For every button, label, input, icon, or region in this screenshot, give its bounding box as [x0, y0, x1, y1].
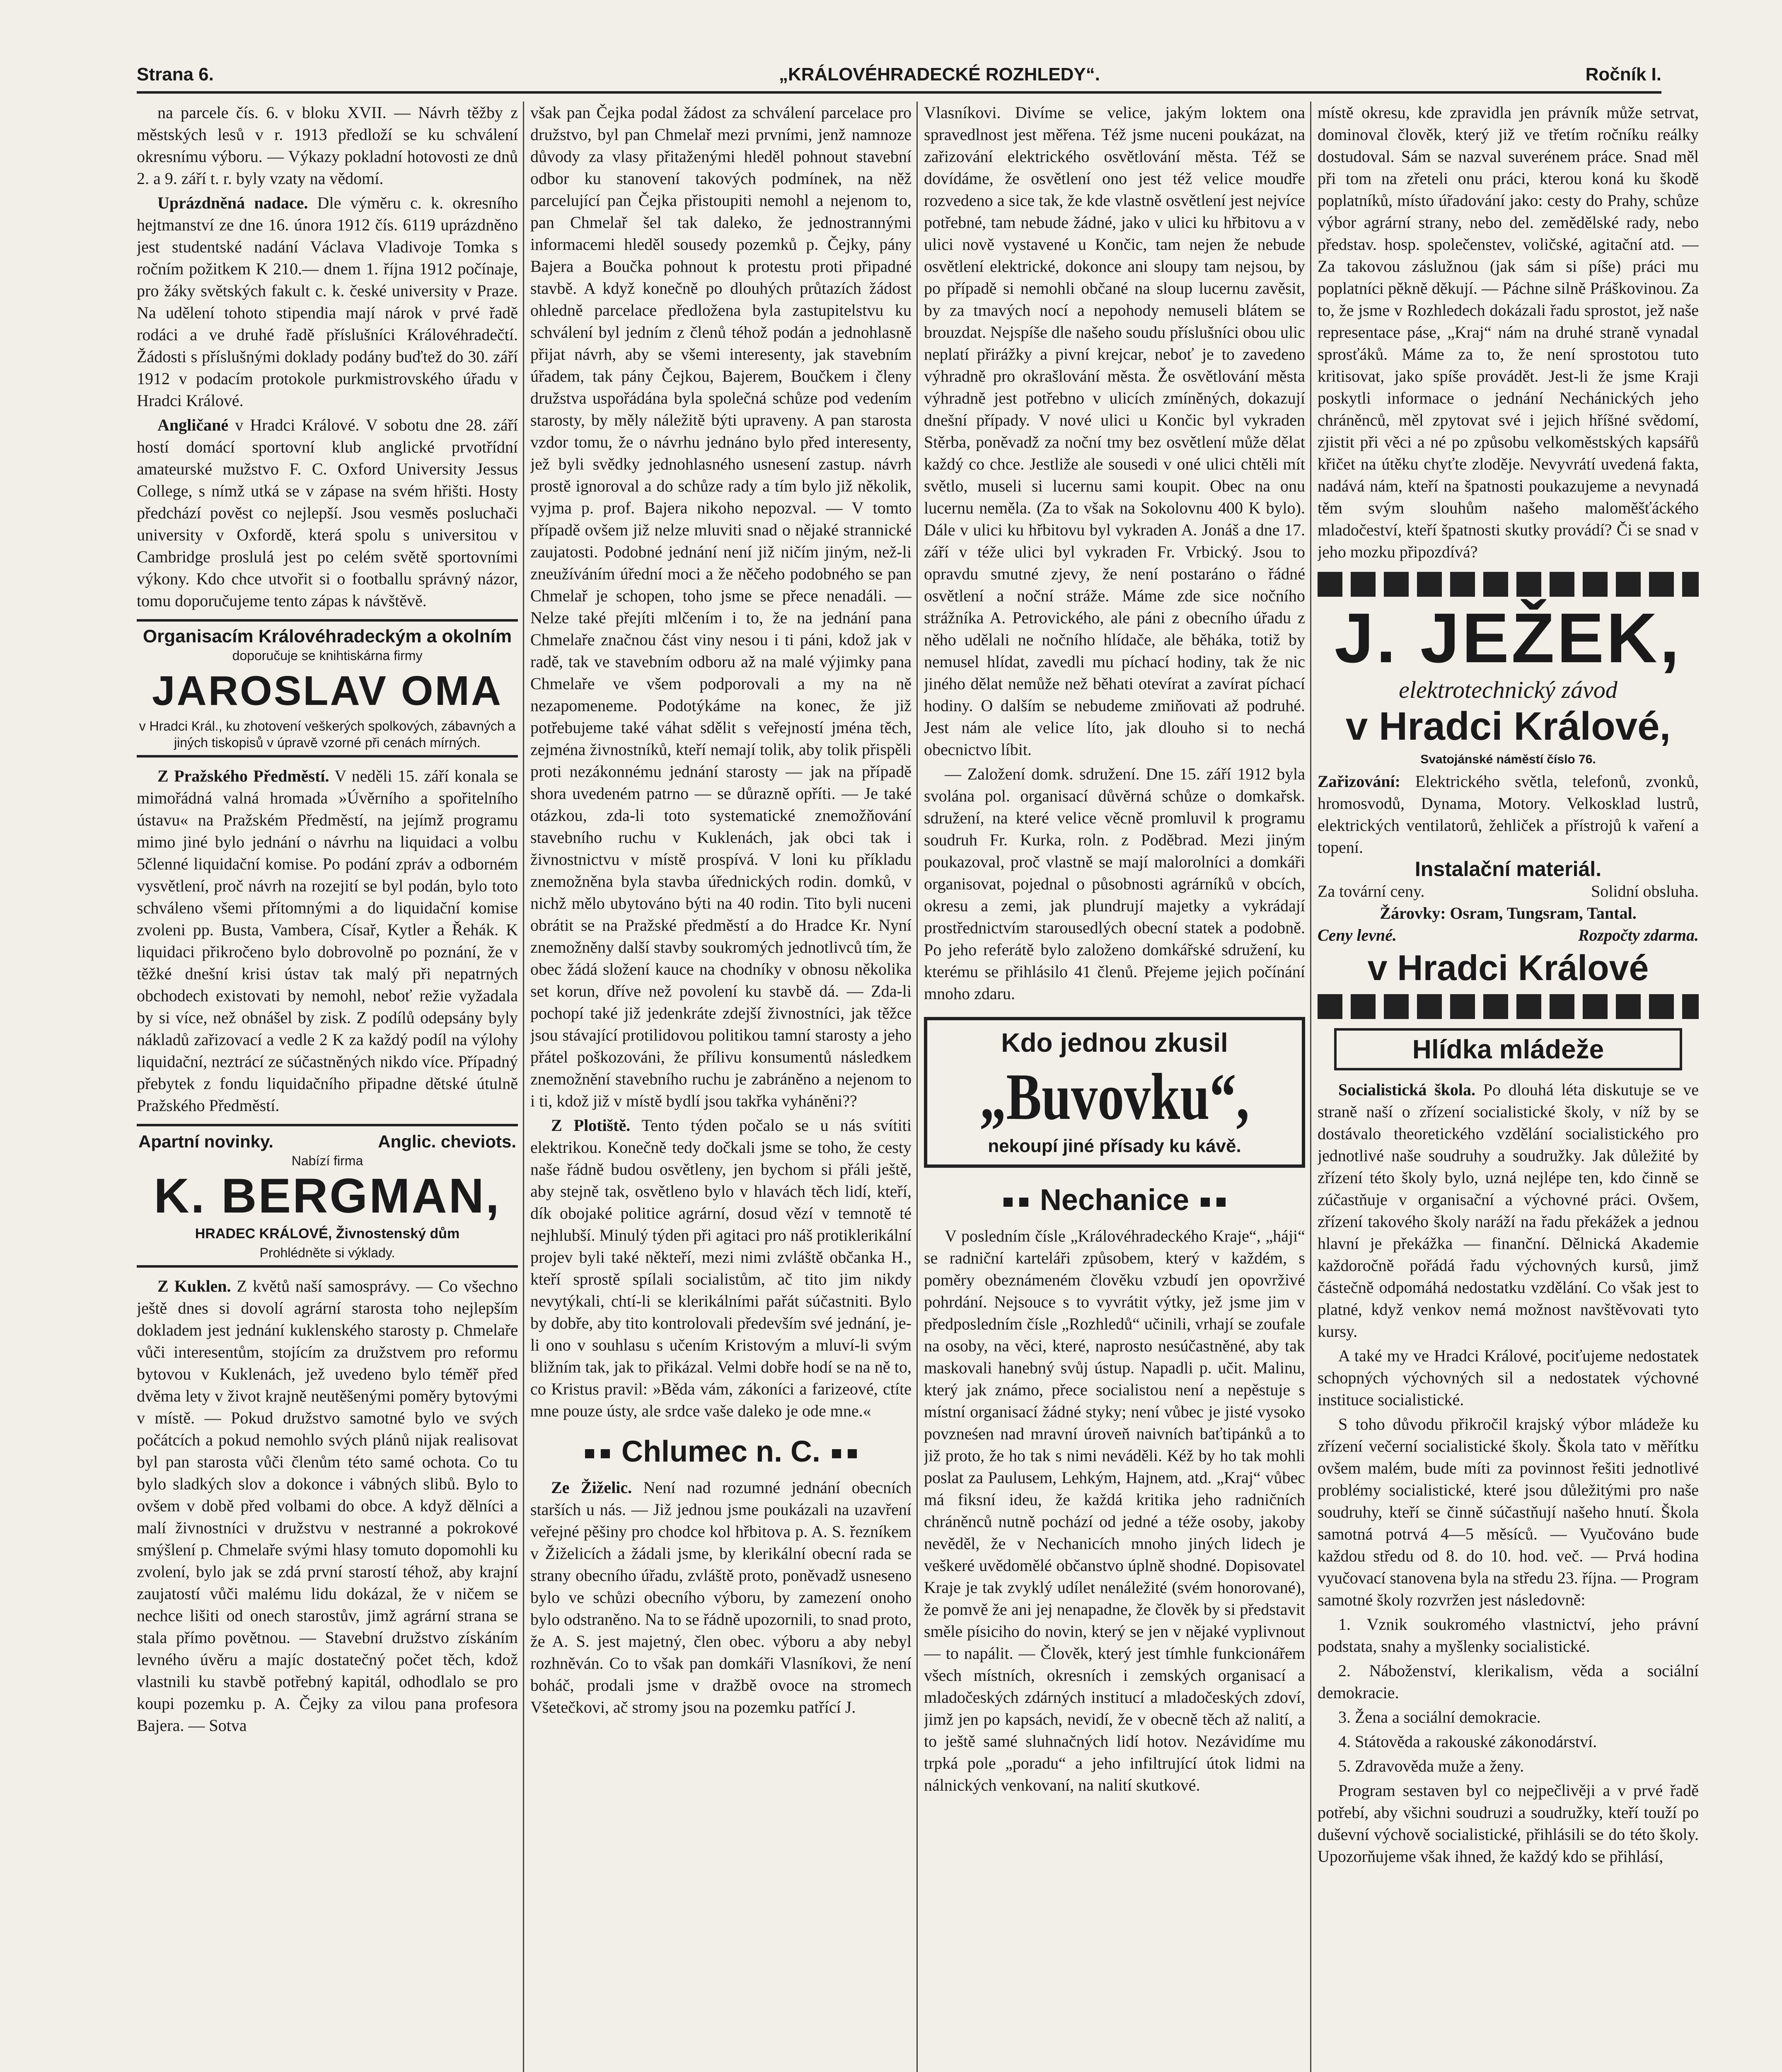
ad-line: Za tovární ceny. — [1318, 882, 1425, 900]
square-bullet-icon — [585, 1449, 594, 1458]
column-rule — [523, 102, 524, 2072]
article-paragraph — [137, 192, 518, 411]
section-heading — [924, 1180, 1305, 1220]
article-paragraph: však pan Čejka podal žádost za schválení parcelace pro družstvo, byl pan Chmelař mezi prvními, jenž namnoze důvody za vlasy přitaženými hleděl pohnout stavební odbor ku stanovení takových podmínek, na něž parcelující pan Čejka přistoupiti nemohl a nejenom to, pan Chmelař šel tak daleko, že jednostrannými informacemi hleděl sousedy pozemků p. Čejky, pány Bajera a Boučka pohnout k protestu proti připadné stavbě. A když konečně po dlouhých průtazích žádost ohledně parcelace předložena byla zastupitelstvu ku schválení byl jedním z členů téhož podán a jednohlasně přijat návrh, aby se všemi interesenty, jak stavebním úřadem, tak pány Čejkou, Bajerem, Boučkem i členy družstva uspořádána byla společná schůze pod vedením starosty, by měly náležitě býti upraveny. A pan starosta vzdor tomu, že o návrhu jednáno bylo před interesenty, jež byli svědky jednohlasného usnesení zastup. návrh prostě ignoroval a do schůze rady a tím bylo již několik, vyjma p. prof. Bajera nikoho nepozval. — V tomto případě ovšem již nelze mluviti snad o nějaké strannické zaujatosti. Podobné jednání není již ničím jiným, než-li zneužíváním úřední moci a že něčeho podobného se pan Chmelař je schopen, toho jsme se přece nenadáli. — Nelze také přejíti mlčením i to, že na jednání pana Chmelaře značnou část viny nesou i ti páni, kdož jak v radě, tak ve stavebním odboru až na malé výjimky pana Chmelaře ve všem podporovali a my na ně nezapomeneme. Podotýkáme na konec, že již potřebujeme také váhat sdělit s veřejností jména těch, zejména živnostníků, kteří nemají tolik, aby tolik přispěli proti nezákonnému jednání starosty — jak na případě shora uvedeném patrno — se důrazně opříti. — Je také otázkou, zda-li toto systematické znemožňování stavebního ruchu v Kuklenách, jak obci tak i živnostnictvu v místě prospívá. V loni ku příkladu znemožněna byla stavba úřednických rodin. domků, v nichž mělo ubytováno býti na 40 rodin. Tito byli nuceni obrátit se na Pražské předměstí a do Hradce Kr. Nyní znemožněny další stavby soukromých jednotlivců tím, že obec žádá složení kauce na chodníky v obnosu několika set korun, dříve než povolení ku stavbě dá. — Zda-li pochopí také již jedenkráte zdejší živnostníci, jak těžce jsou stávající protilidovou politikou tamní starosty a jeho přátel poškozováni, že přílivu konsumentů následkem znemožnění stavebního ruchu je zabráněno a nejenom to i ti, kdož již v místě bydlí jsou takřka vyháněni?? — [530, 103, 912, 1110]
square-bullet-icon — [1216, 1198, 1226, 1207]
ad-line: v Hradci Král., ku zhotovení veškerých spolkových, zábavných a jiných tiskopisů v úpravě vzorné při cenách mírných. — [139, 719, 516, 750]
ad-line: Instalační materiál. — [1414, 857, 1602, 881]
article-lead: Z Kuklen. — [157, 1277, 231, 1295]
article-lead: Ze Žiželic. — [551, 1478, 632, 1497]
square-bullet-icon — [1003, 1198, 1013, 1207]
volume-label: Ročník I. — [1585, 64, 1661, 85]
ad-line: Ceny levné. — [1318, 926, 1397, 944]
ad-line: Solidní obsluha. — [1591, 882, 1699, 900]
ad-line: Organisacím Královéhradeckým a okolním — [143, 626, 512, 646]
ad-row — [1318, 880, 1699, 902]
ad-line: Rozpočty zdarma. — [1578, 926, 1699, 944]
square-bullet-icon — [1201, 1198, 1210, 1207]
section-heading — [530, 1432, 912, 1472]
list-item: 5. Zdravověda muže a ženy. — [1338, 1757, 1524, 1775]
ad-body — [1318, 770, 1699, 858]
ad-line: Anglic. cheviots. — [378, 1132, 516, 1151]
article-text: V neděli 15. září konala se mimořádná valná hromada »Úvěrního a spořitelního ústavu« na Pražském Předměstí, na jejímž programu mimo jiné bylo jednání o návrhu na liquidaci a volbu 5členné liquidační komise. Po podání zpráv a odborném vysvětlení, proč návrh na rozejití se byl podán, bylo toto schváleno všemi přítomnými a do liquidační komise zvoleni pp. Busta, Vambera, Císař, Kytler a Řehák. K liquidaci přikročeno bylo dobrovolně po poznání, že v těžké dnešní krisi ústav tak malý při nepatrných obchodech existovati by nemohl, neboť režie vyžadala by si více, než obnášel by zisk. Z podílů odepsány byly nákladů zařizovací a vedle 2 K za každý podíl na výlohy liquidační, neztrácí ze súčastněných nikdo více. Případný přebytek z fondu liquidačního připadne dětské útulně Pražského Předměstí. — [137, 767, 518, 1115]
ad-line: elektrotechnický závod — [1399, 676, 1618, 703]
ad-footer: v Hradci Králové — [1367, 948, 1649, 988]
page-number: Strana 6. — [137, 64, 214, 85]
list-item: 3. Žena a sociální demokracie. — [1338, 1708, 1541, 1726]
list-item: 1. Vznik soukromého vlastnictví, jeho právní podstata, snahy a myšlenky socialistické. — [1318, 1615, 1699, 1656]
article-paragraph: V posledním čísle „Královéhradeckého Kraje“, „háji“ se radniční karteláři způsobem, který v každém, s poměry obeznámeném člověku vzbudí jen opovrživé pohrdání. Nejsouce s to vyvrátit výtky, jež jsme jim v předposledním čísle „Rozhledů“ učinili, vrhají se zoufale na osoby, na věci, které, naprosto nesúčastněné, aby tak maskovali hanebný svůj ústup. Napadli p. učit. Malinu, který jak známo, přece socialistou není a nepěstuje s místní organisací žádné styky; není vůbec je jisté vysoko povzneśen nad mravní úroveň naivních baťtipánků a to již proto, že ho tak s nimi neváděli. Kéž by ho tak mohli poslat za Paulusem, Lehkým, Hajnem, atd. „Kraj“ vůbec má fiksní ideu, že každá kritika jeho radničních chráněnců nutně pochází od jedné a téže osoby, jakoby nevěděl, že v Nechanicích mnoho jiných lidech je veškeré uvědomělé občanstvo úplně shodné. Dopisovatel Kraje je tak zvyklý udílet nenáležité (svém honorované), že pomvě že ani jej nenapadne, že člověk by si představit směle písiciho do novin, který se jen v nějaké vyplivnout — to napálit. — Člověk, který jest tímhle funkcionářem všech místních, okresních i zemských organisací a mladočeských zdárných institucí a mladočeských zdoví, jimž jen po kapsách, nevidí, že v obecně těch až nalití, a to ještě samé sluhnačných lidí hotov. Nezávidíme mu trpká pole „poradu“ a jeho infiltrující útok lidmi na nálnických venkovaní, na nalití skutkové. — [924, 1227, 1305, 1794]
article-paragraph: — Založení domk. sdružení. Dne 15. září 1912 byla svolána pol. organisací důvěrná schůze o domkařsk. sdružení, na které velice věcně promluvil k programu soudruh Fr. Kurka, roln. z Poděbrad. Mezi jiným poukazoval, proč vlastně se mají malorolníci a domkáři organisovat, pojednal o působnosti agrárníků v obcích, okresu a zemi, jak plundrují majetky a vykrádají prostřednictvím starousedlých obecní statek a podobně. Po jeho referátě bylo založeno domkářské sdružení, ku kterému se přihlásilo 41 členů. Přejeme jejich počínání mnoho zdaru. — [924, 765, 1305, 1003]
running-header — [137, 62, 1661, 94]
ornament-band — [1318, 572, 1699, 597]
column-3 — [924, 102, 1305, 2072]
article-lead: Z Plotiště. — [551, 1116, 631, 1135]
ad-line: v Hradci Králové, — [1345, 704, 1671, 748]
article-paragraph — [530, 1114, 912, 1422]
ad-name: K. BERGMAN, — [154, 1169, 501, 1223]
column-rule — [916, 102, 918, 2072]
article-text: Tento týden počalo se u nás svítiti elektrikou. Konečně tedy dočkali jsme se toho, že cesty naše řádně budou osvětleny, jen bychom si přáli ještě, aby stejně tak, osvětleno bylo v hlavách těch lidí, kteří, dík obojaké politice agrární, dosud vězí v temnotě té nejhlubší. Minulý týden při agitaci pro náš protiklerikální projev byli také někteří, mezi nimi zvláště občanka H., kteří sprostě spílali socialistům, ač tito jim nikdy nevytýkali, chtí-li se klerikálními pařát súčastniti. Bylo by dobře, aby tito kontrolovali především své jednání, je-li ono v souhlasu s učením Kristovým a mluví-li svým bližním tak, jak to přikázal. Velmi dobře hodí se na ně to, co Kristus pravil: »Běda vám, zákoníci a farizeové, ctíte mne pouze ústy, ale srdce vaše daleko je ode mne.« — [530, 1116, 912, 1420]
article-paragraph: S toho důvodu přikročil krajský výbor mládeže ku zřízení večerní socialistické školy. Škola tato v měřítku ovšem malém, bude míti za povinnost řešiti jednotlivé problémy socialistické, které jsou důležitými pro naše soudruhy, kteří se činně súčastňují našeho hnutí. Škola samotná potrvá 4—5 měsíců. — Vyučováno bude každou středu od 8. do 10. hod. več. — Prvá hodina vyučovací stanovena byla na středu 23. října. — Program samotné školy rozvržen jest následovně: — [1318, 1415, 1699, 1609]
article-paragraph: Vlasníkovi. Divíme se velice, jakým loktem ona spravedlnost jest měřena. Též jsme nuceni poukázat, na zařizování elektrického osvětlování města. Též se dovídáme, že osvětlení ono jest též velice moudře rozvedeno a sice tak, že kde vlastně osvětlení jest nejvíce potřebné, tam nebude žádné, jako v ulici ku hřbitovu a v ulici nově vystavené u Končic, tam nejen že nebude osvětlení elektrické, dokonce ani sloupy tam nejsou, by po případě si nemohli občané na sloup lucernu zavěsit, by za tmavých nocí a nepohody nemuseli blátem se brouzdat. Nejspíše dle našeho soudu příslušníci obou ulic neplatí přirážky a pivní krejcar, neboť je to zavedeno výhradně pro okrašlování města. Že osvětlování města výhradně jest potřebno v ulicích zmíněných, dokazují dnešní případy. V nové ulici u Končic byl vykraden Stěrba, poněvadž za noční tmy bez osvětlení může dělat každý co chce. Jestliže ale sousedi v oné ulici chtěli mít světlo, museli si lucernu sami koupit. Obec na onu lucernu neměla. (Za to však na Sokolovnu 400 K bylo). Dále v ulici ku hřbitovu byl vykraden A. Jonáš a dne 17. září v téže ulici byl vykraden Fr. Vrbický. Jsou to opravdu smutné zjevy, že není postaráno o řádné osvětlení a noční stráže. Máme zde sice nočního strážníka A. Petrovického, ale páni z obecního úřadu z něho udělali ne nočního hlídače, ale běháka, totiž by nemusel hlídat, zavedli mu píchací hodiny, tak že nic jiného dělat nemůže než běhati otevírat a zavírat píchací hodiny. O dalším se nebudeme zmiňovati až podruhé. Jest nám ale velice líto, jak dlouho si to nechá obecnictvo líbit. — [924, 103, 1305, 759]
article-text: Po dlouhá léta diskutuje se ve straně naší o zřízení socialistické školy, v níž by se dostávalo theoretického vzdělání socialistického pro jednotlivé naše soudruhy a soudružky. Jak důležité by zřízení této školy bylo, uzná nejlépe ten, kdo činně se zúčastňuje v organisační a výchovné práci. Ovšem, zřízení takového školy naráží na řadu překážek a jednou hlavní je překážka — finanční. Dělnická Akademie každoročně pořádá řadu výchovných kursů, jimž částečně odpomáhá nedostatku vzdělání. Co však jest to platné, když venkov nemá možnost navštěvovati tyto kursy. — [1318, 1080, 1699, 1341]
ad-text: Elektrického světla, telefonů, zvonků, hromosvodů, Dynama, Motory. Velkosklad lustrů, elektrických ventilatorů, žehliček a přístrojů k vaření a topení. — [1318, 772, 1699, 857]
column-rule — [1310, 102, 1311, 2072]
article-paragraph: A také my ve Hradci Králové, pociťujeme nedostatek schopných výchovných sil a nedostatek výchovné instituce socialistické. — [1318, 1346, 1699, 1409]
square-bullet-icon — [848, 1449, 857, 1458]
article-paragraph — [137, 414, 518, 612]
article-text: Z květů naší samosprávy. — Co všechno ještě dnes si dovolí agrární starosta toho nejlepším dokladem jest jednání kuklenského starosty p. Chmelaře vůči interesentům, stojícím za družstvem pro reformu bytovou v Kuklenách, jež uvedeno bylo téměř před dvěma lety v život krajně neutěšenými poměry bytovými v místě. — Pokud družstvo samotné bylo ve svých počátcích a pokud nemohlo svých plánů nijak realisovat byl pan starosta vůči členům této samé ochota. Co tu bylo sladkých slov a dokonce i vábných slibů. Bylo to ovšem v době před volbami do obce. A když dělníci a malí živnostníci v družstvu v nestranné a pokrokové smýšlení p. Chmelaře svými hlasy tomuto dopomohli ku zvolení, bylo jak se zdá první starostí téhož, aby krajní zaujatostí vůči malému lidu dokázal, že v ničem se nechce lišiti od onech starostův, jimž agrární strana se stala přímo povětnou. — Stavební družstvo získáním levného úvěru a majíc dostatečný počet těch, kdož vlastnili ku stavbě potřebný kapitál, odhodlalo se pro koupi pozemku p. A. Čejky za vilou pana profesora Bajera. — Sotva — [137, 1277, 518, 1735]
ad-line: Kdo jednou zkusil — [1001, 1028, 1228, 1058]
square-bullet-icon — [832, 1449, 841, 1458]
ad-name: J. JEŽEK, — [1334, 599, 1682, 678]
article-text: Dle výměru c. k. okresního hejtmanství ze dne 16. února 1912 čís. 6119 uprázdněno jest studentské nadání Václava Vladivoje Tomka s ročním požitkem K 210.— dnem 1. října 1912 počínaje, pro žáky světských fakult c. k. české university v Praze. Na udělení tohoto stipendia mají nárok v prvé řadě rodáci a ve druhé řadě příslušníci Královéhradečtí. Žádosti s příslušnými doklady podány buďtež do 30. září 1912 v podacím protokole purkmistrovského úřadu v Hradci Králové. — [137, 194, 518, 410]
article-text: Není nad rozumné jednání obecních starších u nás. — Již jednou jsme poukázali na uzavření veřejné pěšiny pro chodce kol hřbitova p. A. S. řezníkem v Žiželicích a žádali jsme, by klerikální obecní rada se strany obecního úřadu, zvláště proto, poněvadž usneseno bylo ve schůzi obecního výboru, by zamezení onoho bylo odstraněno. Na to se řádně upozornili, to snad proto, že A. S. jest majetný, člen obec. výboru a aby nebyl rozhněván. Co to však pan domkáři Vlasníkovi, že není boháč, prodali jsme v dražbě ovoce na stromech Všetečkovi, ač stromy jsou na pozemku patřící J. — [530, 1478, 912, 1716]
article-lead: Uprázdněná nadace. — [157, 194, 308, 212]
advertisement-buvovka — [924, 1017, 1305, 1168]
ad-line: HRADEC KRÁLOVÉ, Živnostenský dům — [195, 1226, 460, 1242]
ad-line: doporučuje se knihtiskárna firmy — [232, 648, 423, 663]
square-bullet-icon — [1019, 1198, 1028, 1207]
column-2 — [530, 102, 912, 2072]
list-item: 2. Náboženství, klerikalism, věda a sociální demokracie. — [1318, 1661, 1699, 1702]
column-1 — [137, 102, 518, 2072]
ornament-band — [1318, 994, 1699, 1019]
section-title: Chlumec n. C. — [621, 1435, 821, 1468]
square-bullet-icon — [601, 1449, 610, 1458]
article-lead: Z Pražského Předměstí. — [157, 767, 329, 785]
section-title: Nechanice — [1040, 1184, 1190, 1217]
ad-line: nekoupí jiné přísady ku kávě. — [988, 1136, 1241, 1156]
ad-line: Žárovky: Osram, Tungsram, Tantal. — [1380, 904, 1637, 922]
ad-line: Nabízí firma — [291, 1153, 363, 1168]
list-item: 4. Státověda a rakouské zákonodárství. — [1338, 1732, 1597, 1751]
ad-line: Apartní novinky. — [138, 1132, 273, 1151]
newspaper-title: „KRÁLOVÉHRADECKÉ ROZHLEDY“. — [779, 64, 1100, 85]
ad-name: „Buvovku“, — [979, 1060, 1250, 1133]
article-paragraph — [1318, 1079, 1699, 1342]
ad-line: Prohlédněte si výklady. — [259, 1245, 395, 1260]
article-paragraph — [137, 765, 518, 1116]
column-4 — [1318, 102, 1699, 2072]
article-paragraph — [137, 1275, 518, 1736]
advertisement-oma — [137, 619, 518, 758]
advertisement-bergman — [137, 1124, 518, 1268]
ad-line: Svatojánské náměstí číslo 76. — [1420, 753, 1596, 766]
article-text: v Hradci Králové. V sobotu dne 28. září hostí domácí sportovní klub anglické prvotřídní amateurské mužstvo F. C. Oxford University Jessus College, s nímž utká se v zápase na svém hřišti. Hosty předchází pověst co nejlepší. Jsou vesměs posluchači university v Oxfordě, která spolu s universitou v Cambridge proslulá jest po celém světě sportovními výkony. Kdo chce utvořit si o footballu správný názor, tomu doporučujeme tento zápas k návštěvě. — [137, 416, 518, 610]
advertisement-jezek — [1318, 572, 1699, 1019]
article-paragraph: na parcele čís. 6. v bloku XVII. — Návrh těžby z městských lesů v r. 1913 předloží se ku schválení okresnímu výboru. — Výkazy pokladní hotovosti ze dnů 2. a 9. září t. r. byly vzaty na vědomí. — [137, 103, 518, 188]
ad-row — [138, 1130, 516, 1152]
ad-lead: Zařizování: — [1318, 772, 1400, 791]
article-paragraph: místě okresu, kde zpravidla jen právník může setrvat, dominoval člověk, který již ve třetím ročníku reálky dostudoval. Sám se nazval suverénem práce. Snad měl při tom na zřeteli onu práci, kterou koná ku škodě poplatníků, místo úřadování jako: cesty do Prahy, schůze výbor agrární strany, nebo del. zemědělské rady, nebo představ. hosp. společenstev, voličské, agitační atd. — Za takovou záslužnou (jak sám si píše) práci mu poplatníci pěkně děkují. — Páchne silně Práškovinou. Za to, že jsme v Rozhledech dokázali řadu sprostot, jež naše representace páse, „Kraj“ nám na druhé straně vynadal sprosťáků. Máme za to, že není sprostotou tuto kritisovat, jako spíše provádět. Jest-li že jsme Kraji poskytli informace o jednání Nechánických jeho chráněnců, měl zpytovat své i jejich hříšné svědomí, zjistit při věci a né po způsobu velkoměstských kapsářů křičet na útěku chyťte zloděje. Nevyvrátí uvedená fakta, nadává nám, kteří na špatnosti poukazujeme a nevynadá těm svým slouhům našeho maloměšťáckého mladočeství, kteří špatnosti skutky provádí? Či se snad v jeho mozku připozdívá? — [1318, 103, 1699, 561]
article-lead: Angličané — [157, 416, 229, 434]
article-lead: Socialistická škola. — [1338, 1080, 1475, 1099]
article-paragraph: Program sestaven byl co nejpečlivěji a v prvé řadě potřebí, aby všichni soudruzi a soudružky, kteří touží po duševní výchově socialistické, přihlásili se do této školy. Upozorňujeme však ihned, že každý kdo se přihlásí, — [1318, 1781, 1699, 1866]
article-paragraph — [530, 1477, 912, 1718]
program-list — [1318, 1613, 1699, 1777]
ad-name: JAROSLAV OMA — [152, 668, 503, 714]
ad-row — [1318, 924, 1699, 946]
section-box-heading: Hlídka mládeže — [1334, 1028, 1682, 1070]
